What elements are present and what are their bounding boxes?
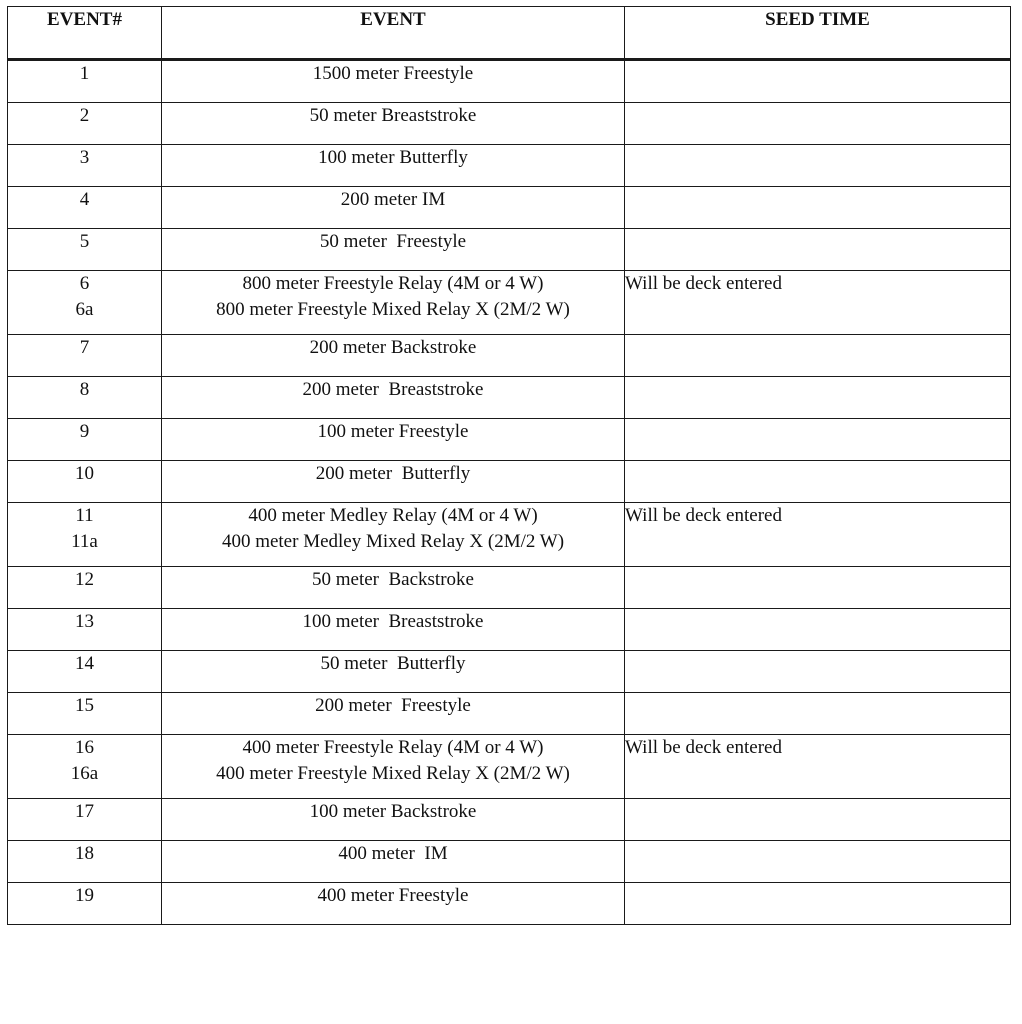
- event-name-cell: [162, 419, 625, 461]
- table-row: [8, 335, 1011, 377]
- event-name-cell: [162, 271, 625, 335]
- event-name: 400 meter Freestyle Mixed Relay X (2M/2 W): [216, 763, 570, 784]
- event-number-cell: [8, 735, 162, 799]
- event-number-cell: [8, 567, 162, 609]
- event-name-cell: [162, 841, 625, 883]
- seed-time-cell: [625, 229, 1011, 271]
- event-name-cell: [162, 883, 625, 925]
- event-number: 11a: [71, 531, 98, 552]
- table-row: [8, 841, 1011, 883]
- event-number: 14: [75, 653, 94, 674]
- table-row: [8, 229, 1011, 271]
- table-row: [8, 651, 1011, 693]
- event-name-cell: [162, 735, 625, 799]
- seed-time: Will be deck entered: [625, 273, 782, 294]
- event-number: 11: [75, 505, 94, 526]
- event-number: 9: [79, 421, 90, 442]
- event-name: 200 meter Breaststroke: [302, 379, 484, 400]
- event-name-cell: [162, 609, 625, 651]
- event-name-cell: [162, 693, 625, 735]
- event-number: 15: [75, 695, 94, 716]
- event-number: 6: [79, 273, 90, 294]
- event-number-cell: [8, 651, 162, 693]
- event-name: 200 meter IM: [340, 189, 446, 210]
- seed-time-cell: [625, 567, 1011, 609]
- event-name: 400 meter Medley Mixed Relay X (2M/2 W): [221, 531, 565, 552]
- table-row: [8, 461, 1011, 503]
- table-row: [8, 271, 1011, 335]
- event-number-cell: [8, 187, 162, 229]
- seed-time-cell: [625, 145, 1011, 187]
- seed-time-cell: [625, 377, 1011, 419]
- event-name: 1500 meter Freestyle: [312, 63, 474, 84]
- event-number-cell: [8, 145, 162, 187]
- event-name: 100 meter Freestyle: [317, 421, 469, 442]
- event-name: 50 meter Backstroke: [312, 569, 474, 590]
- event-number-cell: [8, 229, 162, 271]
- table-row: [8, 145, 1011, 187]
- event-name: 50 meter Freestyle: [319, 231, 467, 252]
- event-number: 13: [75, 611, 94, 632]
- seed-time-cell: [625, 799, 1011, 841]
- header-event: EVENT: [162, 7, 625, 60]
- seed-time-cell: [625, 503, 1011, 567]
- table-row: [8, 609, 1011, 651]
- event-name-cell: [162, 567, 625, 609]
- event-name: 50 meter Breaststroke: [309, 105, 477, 126]
- event-number-cell: [8, 103, 162, 145]
- event-number: 6a: [75, 299, 94, 320]
- table-row: [8, 567, 1011, 609]
- seed-time-cell: [625, 609, 1011, 651]
- table-row: [8, 103, 1011, 145]
- event-name: 50 meter Butterfly: [320, 653, 466, 674]
- seed-time-cell: [625, 883, 1011, 925]
- seed-time-cell: [625, 60, 1011, 103]
- event-name: 100 meter Butterfly: [318, 147, 468, 168]
- table-row: [8, 503, 1011, 567]
- event-name-cell: [162, 145, 625, 187]
- event-number: 16: [75, 737, 94, 758]
- event-number-cell: [8, 799, 162, 841]
- event-name: 400 meter Freestyle Relay (4M or 4 W): [242, 737, 544, 758]
- event-number-cell: [8, 503, 162, 567]
- seed-time-cell: [625, 841, 1011, 883]
- event-name-cell: [162, 187, 625, 229]
- table-row: [8, 799, 1011, 841]
- event-name-cell: [162, 651, 625, 693]
- event-number: 18: [75, 843, 94, 864]
- event-name: 800 meter Freestyle Mixed Relay X (2M/2 W): [216, 299, 570, 320]
- seed-time: Will be deck entered: [625, 505, 782, 526]
- event-name-cell: [162, 60, 625, 103]
- event-number-cell: [8, 419, 162, 461]
- header-event-number: EVENT#: [8, 7, 162, 60]
- seed-time-cell: [625, 419, 1011, 461]
- event-name: 800 meter Freestyle Relay (4M or 4 W): [242, 273, 544, 294]
- seed-time: Will be deck entered: [625, 737, 782, 758]
- event-number-cell: [8, 693, 162, 735]
- event-number-cell: [8, 271, 162, 335]
- event-number: 10: [75, 463, 94, 484]
- event-name-cell: [162, 503, 625, 567]
- table-row: [8, 883, 1011, 925]
- event-number: 17: [75, 801, 94, 822]
- table-row: [8, 377, 1011, 419]
- event-number-cell: [8, 377, 162, 419]
- event-number-cell: [8, 841, 162, 883]
- seed-time-cell: [625, 461, 1011, 503]
- header-row: [8, 7, 1011, 60]
- table-row: [8, 735, 1011, 799]
- event-name: 400 meter IM: [338, 843, 448, 864]
- event-number-cell: [8, 461, 162, 503]
- seed-time-cell: [625, 187, 1011, 229]
- event-number: 16a: [70, 763, 99, 784]
- seed-time-cell: [625, 651, 1011, 693]
- event-number: 1: [79, 63, 90, 84]
- event-name: 200 meter Freestyle: [315, 695, 471, 716]
- event-name: 200 meter Backstroke: [309, 337, 477, 358]
- table-row: [8, 419, 1011, 461]
- event-number-cell: [8, 60, 162, 103]
- events-table: [7, 6, 1011, 925]
- event-number: 12: [75, 569, 94, 590]
- event-number-cell: [8, 883, 162, 925]
- event-number: 7: [79, 337, 90, 358]
- table-row: [8, 187, 1011, 229]
- event-number: 4: [79, 189, 90, 210]
- event-name-cell: [162, 461, 625, 503]
- event-name-cell: [162, 799, 625, 841]
- seed-time-cell: [625, 103, 1011, 145]
- seed-time-cell: [625, 271, 1011, 335]
- seed-time-cell: [625, 735, 1011, 799]
- event-name-cell: [162, 229, 625, 271]
- event-name-cell: [162, 377, 625, 419]
- event-number-cell: [8, 335, 162, 377]
- event-number: 8: [79, 379, 90, 400]
- seed-time-cell: [625, 335, 1011, 377]
- table-row: [8, 60, 1011, 103]
- event-name: 200 meter Butterfly: [315, 463, 471, 484]
- header-seed-time: SEED TIME: [625, 7, 1011, 60]
- event-name: 100 meter Breaststroke: [302, 611, 484, 632]
- seed-time-cell: [625, 693, 1011, 735]
- event-number: 3: [79, 147, 90, 168]
- event-number: 19: [75, 885, 94, 906]
- event-name: 100 meter Backstroke: [309, 801, 477, 822]
- event-name: 400 meter Medley Relay (4M or 4 W): [248, 505, 538, 526]
- events-table-body: [8, 60, 1011, 925]
- table-row: [8, 693, 1011, 735]
- event-number-cell: [8, 609, 162, 651]
- event-name: 400 meter Freestyle: [317, 885, 469, 906]
- event-name-cell: [162, 335, 625, 377]
- event-number: 2: [79, 105, 90, 126]
- event-name-cell: [162, 103, 625, 145]
- event-number: 5: [79, 231, 90, 252]
